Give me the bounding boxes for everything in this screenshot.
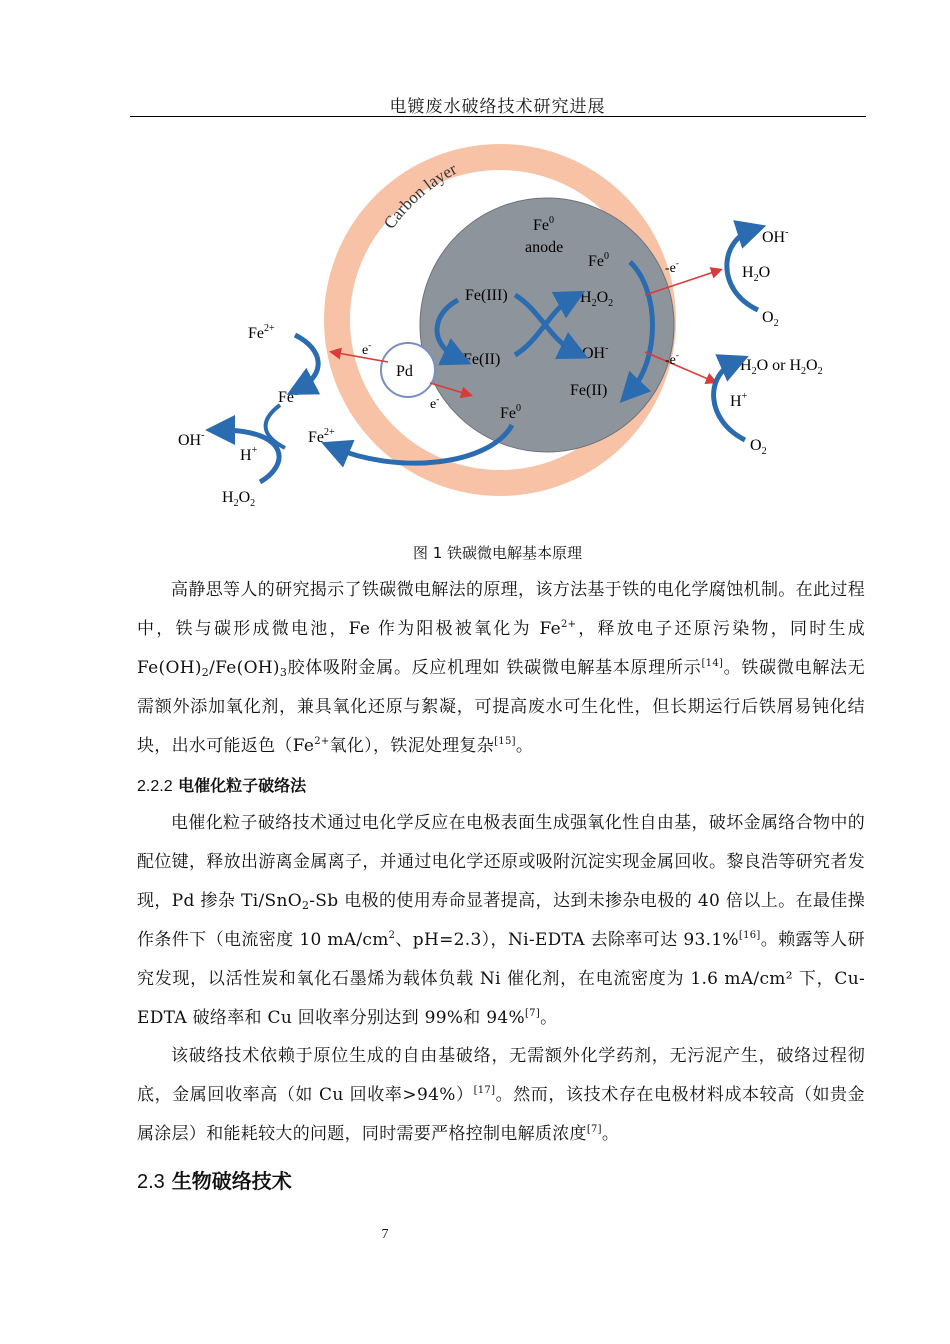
e-pd-label: e- xyxy=(430,394,440,412)
e-mid-right-label: -e- xyxy=(665,350,679,368)
citation: [14] xyxy=(701,658,724,669)
e-top-right-label: -e- xyxy=(665,258,679,276)
anode-label: anode xyxy=(525,239,564,256)
h-right-label: H+ xyxy=(730,391,748,410)
pd-label: Pd xyxy=(396,363,413,380)
paragraph-electrocatalytic: 电催化粒子破络技术通过电化学反应在电极表面生成强氧化性自由基，破坏金属络合物中的配位键，释放出游离金属离子，并通过电化学还原或吸附沉淀实现金属回收。黎良浩等研究者发现，Pd 掺杂 Ti/SnO$_2$-Sb 电极的使用寿命显著提高，达到未掺杂电极的 40 倍以上。在最佳操作条件下（电流密度 10 $mA/cm^2$、pH=2.3），Ni-EDTA 去除率可达 93.1%[16]。赖露等人研究发现，以活性炭和氧化石墨烯为载体负载 Ni 催化剂，在电流密度为 1.6 mA/cm² 下，Cu-EDTA 破络率和 Cu 回收率分别达到 99%和 94%[7]。 xyxy=(137,813,865,1028)
citation: [17] xyxy=(473,1085,496,1096)
carbon-layer-label: Carbon layer xyxy=(379,159,460,233)
fe2-right-label: Fe(II) xyxy=(570,382,608,399)
e-left-label: e- xyxy=(362,340,372,358)
paragraph-advantages: 该破络技术依赖于原位生成的自由基破络，无需额外化学药剂，无污泥产生，破络过程彻底，金属回收率高（如 Cu 回收率>94%）[17]。然而，该技术存在电极材料成本较高（如贵金属涂层）和能耗较大的问题，同时需要严格控制电解质浓度[7]。 xyxy=(137,1046,865,1144)
header-rule xyxy=(130,116,866,117)
fe2-label: Fe(II) xyxy=(463,351,501,368)
running-header: 电镀废水破络技术研究进展 xyxy=(389,97,606,117)
page-number: 7 xyxy=(381,1227,389,1242)
h2o-right-label: $H_2O$ xyxy=(742,264,771,284)
o2-right-top-label: $O_2$ xyxy=(762,309,779,329)
h2o2-inner-label: $H_2O_2$ xyxy=(580,289,614,309)
section-heading-2-3: 2.3 生物破络技术 xyxy=(137,1169,292,1193)
fe3-label: Fe(III) xyxy=(465,287,508,304)
paragraph-iron-carbon: 高静思等人的研究揭示了铁碳微电解法的原理，该方法基于铁的电化学腐蚀机制。在此过程中，铁与碳形成微电池，Fe 作为阳极被氧化为 $Fe^{2+}$，释放电子还原污染物，同时生成 $Fe(OH)_2/Fe(OH)_3$胶体吸附金属。反应机理如 铁碳微电解基本原理所示[14]。铁碳微电解法无需额外添加氧化剂，兼具氧化还原与絮凝，可提高废水可生化性，但长期运行后铁屑易钝化结块，出水可能返色（$Fe^{2+}$氧化），铁泥处理复杂[15]。 xyxy=(137,580,866,756)
oh-inner-label: OH- xyxy=(582,343,609,362)
oh-right-label: OH- xyxy=(762,227,789,246)
fe0-right-label: Fe$^0$ xyxy=(588,251,609,270)
h2o2-left-label: $H_2O_2$ xyxy=(222,489,256,509)
citation: [7] xyxy=(586,1124,602,1135)
figure-caption: 图 1 铁碳微电解基本原理 xyxy=(412,544,583,562)
h2o-or-h2o2-label: $H_2O$ or $H_2O_2$ xyxy=(740,357,823,377)
citation: [16] xyxy=(738,930,761,941)
fe2-to-fe3-arrow xyxy=(295,335,318,388)
fe0-anode-label: Fe$^0$ xyxy=(533,215,554,234)
o2-right-bottom-label: $O_2$ xyxy=(750,437,767,457)
fe0-bottom-label: Fe$^0$ xyxy=(500,403,521,422)
section-heading-2-2-2: 2.2.2 电催化粒子破络法 xyxy=(137,776,307,795)
fe2plus-top-label: $Fe^{2+}$ xyxy=(248,323,275,342)
citation: [7] xyxy=(524,1008,541,1019)
fe3plus-label: $Fe^{3+}$ xyxy=(278,387,305,406)
fe2plus-bottom-label: $Fe^{2+}$ xyxy=(308,427,335,446)
iron-carbon-micro-electrolysis-figure xyxy=(160,130,880,530)
oh-left-label: OH- xyxy=(178,430,205,449)
citation: [15] xyxy=(494,736,516,747)
h-left-label: H+ xyxy=(240,445,258,464)
